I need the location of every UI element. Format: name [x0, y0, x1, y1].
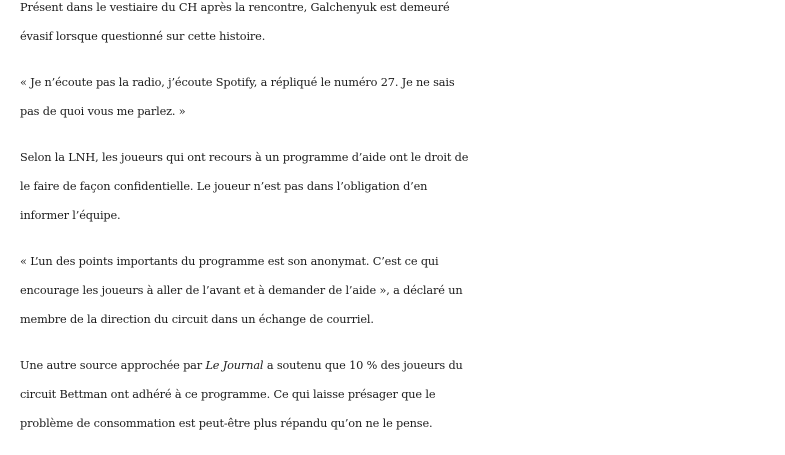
text-line: Selon la LNH, les joueurs qui ont recours à un programme d’aide ont le droit de — [20, 151, 469, 164]
paragraph — [20, 0, 785, 51]
text-line: Présent dans le vestiaire du CH après la rencontre, Galchenyuk est demeuré — [20, 1, 450, 14]
text-line: circuit Bettman ont adhéré à ce programme. Ce qui laisse présager que le — [20, 388, 436, 401]
text-line: « Je n’écoute pas la radio, j’écoute Spotify, a répliqué le numéro 27. Je ne sais — [20, 76, 455, 89]
text-line: membre de la direction du circuit dans un échange de courriel. — [20, 313, 374, 326]
publication-name: Le Journal — [205, 359, 264, 372]
text-line: encourage les joueurs à aller de l’avant et à demander de l’aide », a déclaré un — [20, 284, 463, 297]
text-segment: Une autre source approchée par — [20, 359, 206, 372]
text-line: pas de quoi vous me parlez. » — [20, 105, 186, 118]
text-line — [20, 351, 785, 380]
text-segment: a soutenu que 10 % des joueurs du — [263, 359, 463, 372]
text-line: problème de consommation est peut-être plus répandu qu’on ne le pense. — [20, 417, 433, 430]
text-line: le faire de façon confidentielle. Le joueur n’est pas dans l’obligation d’en — [20, 180, 428, 193]
paragraph — [20, 351, 785, 438]
text-line: évasif lorsque questionné sur cette histoire. — [20, 30, 266, 43]
article-body — [20, 0, 785, 455]
paragraph — [20, 247, 785, 334]
paragraph — [20, 68, 785, 126]
paragraph — [20, 143, 785, 230]
text-line: « L’un des points importants du programme est son anonymat. C’est ce qui — [20, 255, 439, 268]
text-line: informer l’équipe. — [20, 209, 121, 222]
